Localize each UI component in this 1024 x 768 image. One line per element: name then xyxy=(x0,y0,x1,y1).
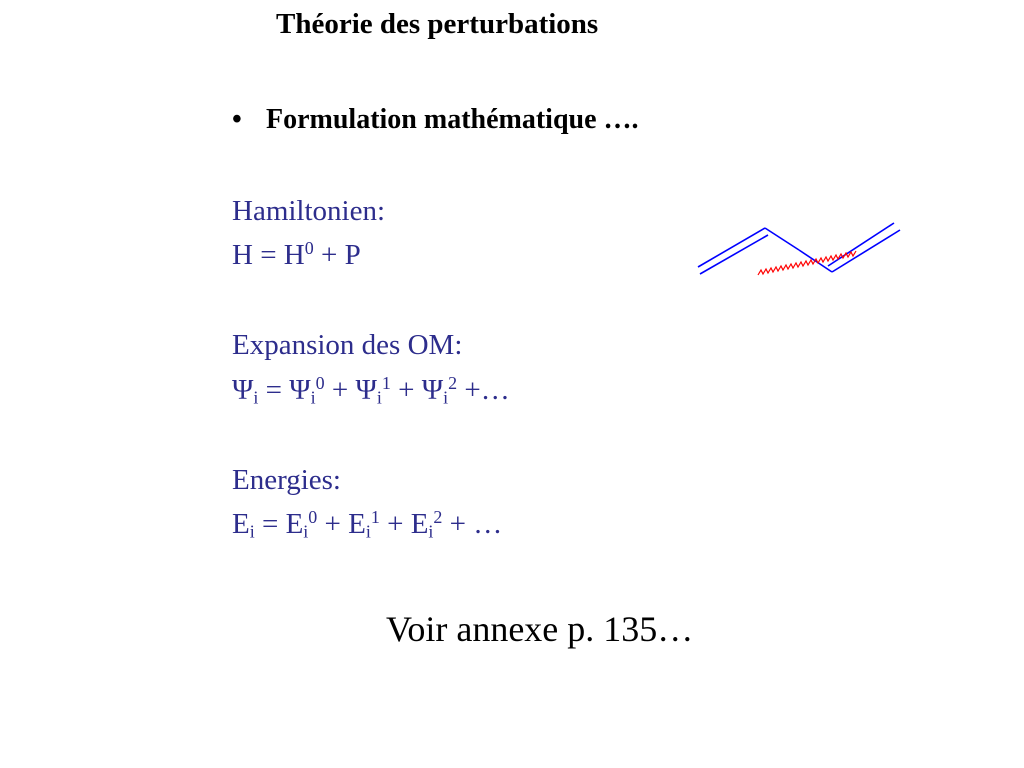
bullet-text: Formulation mathématique …. xyxy=(266,104,639,135)
energies-label: Energies: xyxy=(232,464,341,496)
double-bond-left-inner xyxy=(700,235,768,274)
double-bond-right-outer xyxy=(832,230,900,272)
bullet-item xyxy=(232,104,639,136)
butadiene-molecule-diagram xyxy=(690,210,910,285)
single-bond-left xyxy=(765,228,799,250)
hamiltonian-label: Hamiltonien: xyxy=(232,195,386,227)
single-bond-middle xyxy=(799,250,832,272)
annexe-reference: Voir annexe p. 135… xyxy=(386,609,694,649)
expansion-label: Expansion des OM: xyxy=(232,329,463,361)
expansion-equation: $\Psi_i = \Psi_i^0 + \Psi_i^1 + \Psi_i^2$ +… xyxy=(232,373,510,408)
energies-equation: $E_i = E_i^0 + E_i^1 + E_i^2$ + … xyxy=(232,507,503,542)
hamiltonian-equation: $H = H^0 + P$ xyxy=(232,238,361,271)
slide-title: Théorie des perturbations xyxy=(276,8,599,40)
double-bond-left-outer xyxy=(698,228,765,267)
bullet-symbol: • xyxy=(232,104,242,135)
